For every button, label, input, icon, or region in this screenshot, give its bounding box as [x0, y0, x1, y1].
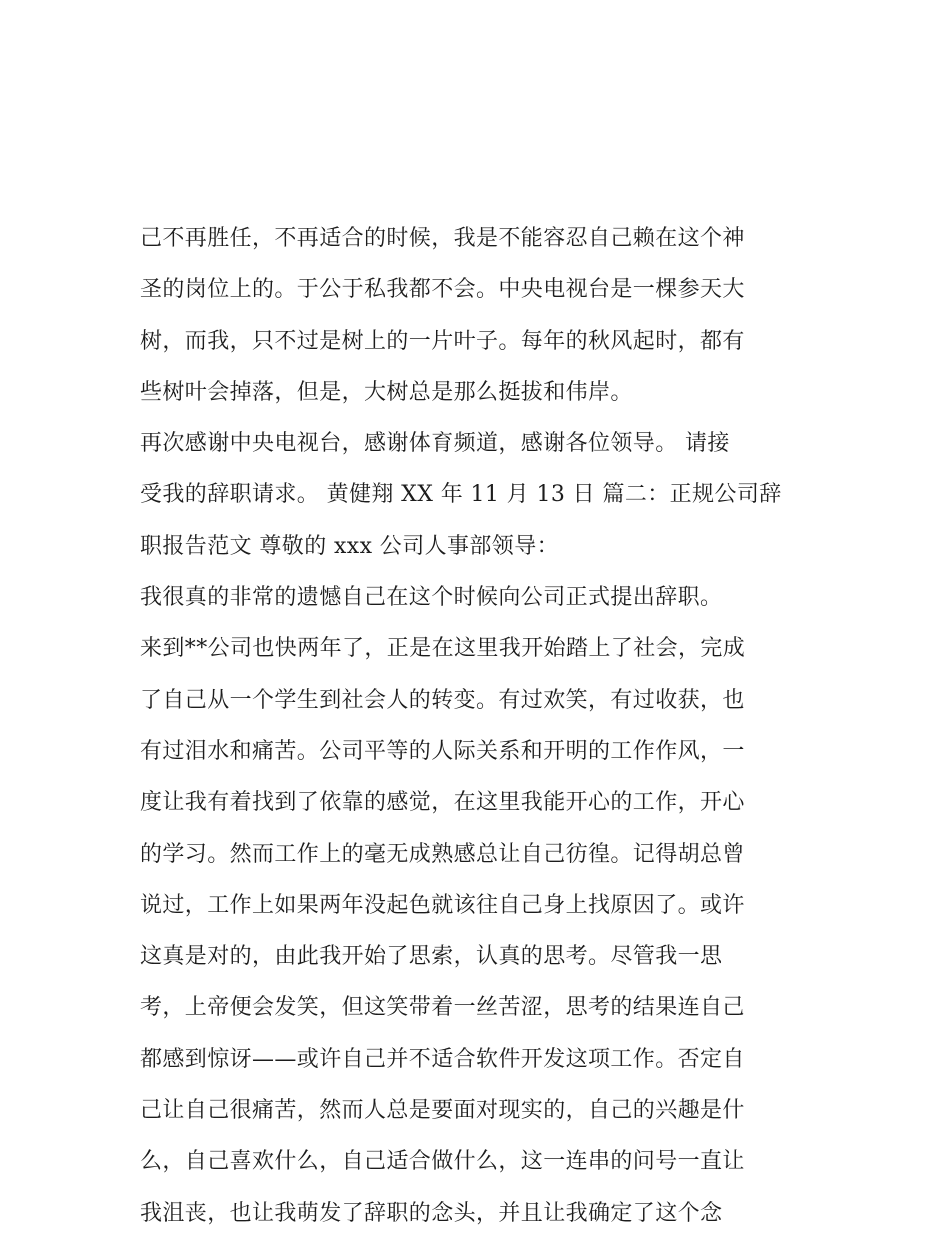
text-line: 我沮丧，也让我萌发了辞职的念头，并且让我确定了这个念	[140, 1200, 723, 1226]
text-line: 己不再胜任，不再适合的时候，我是不能容忍自己赖在这个神	[140, 226, 745, 251]
text-line: 说过，工作上如果两年没起色就该往自己身上找原因了。或许	[140, 892, 745, 918]
text-line: 我很真的非常的遗憾自己在这个时候向公司正式提出辞职。	[140, 585, 723, 611]
text-line: 些树叶会掉落，但是，大树总是那么挺拔和伟岸。	[140, 379, 633, 405]
text-line: 这真是对的，由此我开始了思索，认真的思考。尽管我一思	[140, 944, 723, 970]
text-line: 了自己从一个学生到社会人的转变。有过欢笑，有过收获，也	[140, 687, 745, 713]
text-line: 有过泪水和痛苦。公司平等的人际关系和开明的工作作风，一	[140, 738, 745, 764]
text-line: 考，上帝便会发笑，但这笑带着一丝苦涩，思考的结果连自己	[140, 995, 745, 1021]
text-line: 来到**公司也快两年了，正是在这里我开始踏上了社会，完成	[140, 636, 746, 662]
text-line: 圣的岗位上的。于公于私我都不会。中央电视台是一棵参天大	[140, 277, 745, 303]
text-line: 职报告范文 尊敬的 xxx 公司人事部领导：	[140, 533, 560, 559]
text-line: 再次感谢中央电视台，感谢体育频道，感谢各位领导。 请接	[140, 431, 730, 457]
text-line: 己让自己很痛苦，然而人总是要面对现实的，自己的兴趣是什	[140, 1098, 745, 1124]
text-line: 的学习。然而工作上的毫无成熟感总让自己彷徨。记得胡总曾	[140, 841, 745, 867]
text-line: 树，而我，只不过是树上的一片叶子。每年的秋风起时，都有	[140, 328, 745, 354]
text-line: 度让我有着找到了依靠的感觉，在这里我能开心的工作，开心	[140, 790, 745, 816]
body-text	[140, 213, 820, 1239]
text-line: 么，自己喜欢什么，自己适合做什么，这一连串的问号一直让	[140, 1149, 745, 1175]
text-line: 都感到惊讶——或许自己并不适合软件开发这项工作。否定自	[140, 1046, 745, 1072]
text-line: 受我的辞职请求。 黄健翔 XX 年 11 月 13 日 篇二：正规公司辞	[140, 482, 782, 508]
